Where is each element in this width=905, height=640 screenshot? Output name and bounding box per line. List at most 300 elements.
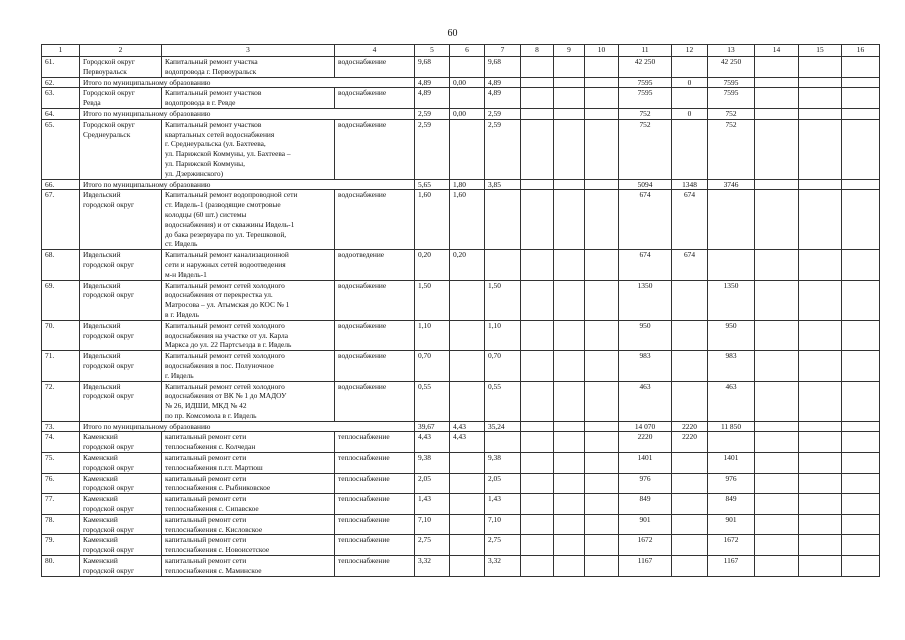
value-col-8: [521, 250, 554, 280]
row-number: 62.: [42, 77, 80, 88]
value-col-7: [485, 432, 521, 453]
value-col-8: [521, 421, 554, 432]
row-number: 75.: [42, 453, 80, 474]
row-number: 72.: [42, 381, 80, 421]
table-row: [42, 453, 880, 474]
column-number-6: 6: [450, 45, 485, 57]
value-col-7: 0,55: [485, 381, 521, 421]
value-col-7: 2,59: [485, 119, 521, 179]
value-col-10: [585, 280, 619, 320]
value-col-13: 1350: [708, 280, 755, 320]
service-type-cell: теплоснабжение: [335, 535, 415, 556]
total-label: Итого по муниципальному образованию: [80, 108, 415, 119]
table-row: [42, 280, 880, 320]
value-col-7: 1,43: [485, 494, 521, 515]
value-col-13: 976: [708, 473, 755, 494]
value-col-12: [672, 351, 708, 381]
description-cell: капитальный ремонт сети теплоснабжения с. Сипавское: [162, 494, 335, 515]
service-type-cell: водоснабжение: [335, 57, 415, 78]
total-row: [42, 77, 880, 88]
value-col-12: [672, 119, 708, 179]
value-col-11: 1672: [619, 535, 672, 556]
municipality-cell: Каменский городской округ: [80, 556, 162, 577]
value-col-7: 35,24: [485, 421, 521, 432]
value-col-12: 2220: [672, 421, 708, 432]
value-col-6: [450, 88, 485, 109]
value-col-13: 1401: [708, 453, 755, 474]
value-col-16: [842, 473, 880, 494]
value-col-9: [554, 77, 585, 88]
column-number-13: 13: [708, 45, 755, 57]
value-col-10: [585, 494, 619, 515]
value-col-8: [521, 473, 554, 494]
value-col-11: 674: [619, 250, 672, 280]
table-row: [42, 88, 880, 109]
value-col-10: [585, 57, 619, 78]
service-type-cell: водоснабжение: [335, 351, 415, 381]
table-row: [42, 432, 880, 453]
value-col-10: [585, 453, 619, 474]
value-col-10: [585, 108, 619, 119]
value-col-14: [755, 494, 799, 515]
value-col-14: [755, 77, 799, 88]
table-row: [42, 494, 880, 515]
table-row: [42, 190, 880, 250]
value-col-15: [799, 108, 842, 119]
value-col-12: 674: [672, 190, 708, 250]
value-col-5: 5,65: [415, 179, 450, 190]
value-col-13: 752: [708, 108, 755, 119]
table-row: [42, 351, 880, 381]
value-col-7: 2,05: [485, 473, 521, 494]
value-col-10: [585, 556, 619, 577]
value-col-10: [585, 77, 619, 88]
value-col-6: [450, 514, 485, 535]
value-col-7: [485, 190, 521, 250]
value-col-15: [799, 381, 842, 421]
value-col-10: [585, 514, 619, 535]
value-col-6: [450, 453, 485, 474]
row-number: 61.: [42, 57, 80, 78]
value-col-10: [585, 320, 619, 350]
municipality-cell: Каменский городской округ: [80, 473, 162, 494]
value-col-12: 0: [672, 108, 708, 119]
value-col-9: [554, 250, 585, 280]
municipality-cell: Городской округ Ревда: [80, 88, 162, 109]
municipality-cell: Каменский городской округ: [80, 514, 162, 535]
column-number-2: 2: [80, 45, 162, 57]
municipality-cell: Каменский городской округ: [80, 453, 162, 474]
table-row: [42, 57, 880, 78]
column-number-10: 10: [585, 45, 619, 57]
municipality-cell: Каменский городской округ: [80, 535, 162, 556]
value-col-14: [755, 57, 799, 78]
value-col-15: [799, 320, 842, 350]
value-col-8: [521, 351, 554, 381]
value-col-16: [842, 421, 880, 432]
value-col-6: [450, 494, 485, 515]
value-col-7: 3,32: [485, 556, 521, 577]
value-col-5: 1,50: [415, 280, 450, 320]
value-col-13: [708, 190, 755, 250]
value-col-14: [755, 351, 799, 381]
service-type-cell: водоснабжение: [335, 119, 415, 179]
value-col-14: [755, 250, 799, 280]
value-col-15: [799, 421, 842, 432]
value-col-16: [842, 280, 880, 320]
description-cell: Капитальный ремонт сетей холодного водоснабжения от перекрестка ул. Матросова – ул. Атымская до КОС № 1 в г. Ивдель: [162, 280, 335, 320]
table-row: [42, 514, 880, 535]
row-number: 76.: [42, 473, 80, 494]
value-col-9: [554, 556, 585, 577]
value-col-7: 0,70: [485, 351, 521, 381]
service-type-cell: теплоснабжение: [335, 556, 415, 577]
value-col-8: [521, 280, 554, 320]
table-row: [42, 556, 880, 577]
value-col-5: 2,75: [415, 535, 450, 556]
description-cell: капитальный ремонт сети теплоснабжения с. Новоисетское: [162, 535, 335, 556]
value-col-12: 0: [672, 77, 708, 88]
value-col-14: [755, 453, 799, 474]
value-col-12: [672, 88, 708, 109]
value-col-10: [585, 473, 619, 494]
column-number-row: [42, 45, 880, 57]
value-col-11: 463: [619, 381, 672, 421]
value-col-5: 2,05: [415, 473, 450, 494]
value-col-9: [554, 514, 585, 535]
value-col-11: 674: [619, 190, 672, 250]
value-col-5: 2,59: [415, 119, 450, 179]
value-col-13: 950: [708, 320, 755, 350]
value-col-8: [521, 535, 554, 556]
value-col-8: [521, 190, 554, 250]
value-col-10: [585, 421, 619, 432]
value-col-12: [672, 320, 708, 350]
description-cell: Капитальный ремонт сетей холодного водоснабжения от ВК № 1 до МАДОУ № 26, ИДШИ, МКД № 42 по пр. Комсомола в г. Ивдель: [162, 381, 335, 421]
value-col-6: [450, 473, 485, 494]
value-col-12: [672, 57, 708, 78]
value-col-5: 4,89: [415, 77, 450, 88]
row-number: 69.: [42, 280, 80, 320]
value-col-15: [799, 250, 842, 280]
row-number: 67.: [42, 190, 80, 250]
value-col-12: [672, 556, 708, 577]
service-type-cell: теплоснабжение: [335, 453, 415, 474]
table-row: [42, 473, 880, 494]
value-col-5: 2,59: [415, 108, 450, 119]
value-col-7: 2,75: [485, 535, 521, 556]
service-type-cell: теплоснабжение: [335, 473, 415, 494]
row-number: 80.: [42, 556, 80, 577]
value-col-11: 752: [619, 119, 672, 179]
value-col-9: [554, 494, 585, 515]
column-number-3: 3: [162, 45, 335, 57]
value-col-8: [521, 453, 554, 474]
value-col-11: 1350: [619, 280, 672, 320]
value-col-15: [799, 179, 842, 190]
value-col-14: [755, 432, 799, 453]
value-col-11: 901: [619, 514, 672, 535]
value-col-7: [485, 250, 521, 280]
column-number-7: 7: [485, 45, 521, 57]
row-number: 77.: [42, 494, 80, 515]
value-col-15: [799, 453, 842, 474]
value-col-6: 1,80: [450, 179, 485, 190]
value-col-8: [521, 57, 554, 78]
value-col-11: 2220: [619, 432, 672, 453]
value-col-6: 4,43: [450, 432, 485, 453]
value-col-12: [672, 514, 708, 535]
value-col-9: [554, 88, 585, 109]
description-cell: капитальный ремонт сети теплоснабжения п.г.т. Мартюш: [162, 453, 335, 474]
value-col-10: [585, 179, 619, 190]
value-col-8: [521, 108, 554, 119]
value-col-10: [585, 381, 619, 421]
value-col-16: [842, 494, 880, 515]
service-type-cell: теплоснабжение: [335, 514, 415, 535]
value-col-16: [842, 514, 880, 535]
value-col-7: 9,38: [485, 453, 521, 474]
row-number: 68.: [42, 250, 80, 280]
value-col-15: [799, 556, 842, 577]
value-col-13: [708, 250, 755, 280]
value-col-6: [450, 381, 485, 421]
value-col-7: 7,10: [485, 514, 521, 535]
value-col-6: [450, 535, 485, 556]
value-col-5: 4,43: [415, 432, 450, 453]
value-col-16: [842, 250, 880, 280]
column-number-4: 4: [335, 45, 415, 57]
municipality-cell: Каменский городской округ: [80, 494, 162, 515]
service-type-cell: теплоснабжение: [335, 432, 415, 453]
column-number-11: 11: [619, 45, 672, 57]
value-col-11: 5094: [619, 179, 672, 190]
municipality-cell: Городской округ Среднеуральск: [80, 119, 162, 179]
table-row: [42, 119, 880, 179]
row-number: 66.: [42, 179, 80, 190]
value-col-15: [799, 514, 842, 535]
value-col-12: 674: [672, 250, 708, 280]
description-cell: капитальный ремонт сети теплоснабжения с. Маминское: [162, 556, 335, 577]
total-row: [42, 421, 880, 432]
value-col-6: 4,43: [450, 421, 485, 432]
value-col-14: [755, 421, 799, 432]
service-type-cell: водоотведение: [335, 250, 415, 280]
value-col-11: 7595: [619, 77, 672, 88]
value-col-13: 7595: [708, 77, 755, 88]
value-col-13: 752: [708, 119, 755, 179]
value-col-12: 2220: [672, 432, 708, 453]
value-col-5: 1,43: [415, 494, 450, 515]
value-col-8: [521, 432, 554, 453]
value-col-11: 976: [619, 473, 672, 494]
value-col-11: 1167: [619, 556, 672, 577]
total-label: Итого по муниципальному образованию: [80, 421, 415, 432]
value-col-8: [521, 381, 554, 421]
value-col-12: [672, 381, 708, 421]
value-col-5: 0,55: [415, 381, 450, 421]
value-col-9: [554, 179, 585, 190]
value-col-14: [755, 119, 799, 179]
value-col-13: 901: [708, 514, 755, 535]
value-col-14: [755, 179, 799, 190]
value-col-15: [799, 88, 842, 109]
column-number-8: 8: [521, 45, 554, 57]
page-number: 60: [447, 28, 458, 39]
description-cell: капитальный ремонт сети теплоснабжения с. Кисловское: [162, 514, 335, 535]
value-col-13: 42 250: [708, 57, 755, 78]
municipality-cell: Ивдельский городской округ: [80, 190, 162, 250]
value-col-9: [554, 190, 585, 250]
row-number: 70.: [42, 320, 80, 350]
description-cell: Капитальный ремонт участка водопровода г. Первоуральск: [162, 57, 335, 78]
value-col-8: [521, 320, 554, 350]
total-row: [42, 108, 880, 119]
value-col-16: [842, 190, 880, 250]
value-col-14: [755, 381, 799, 421]
value-col-9: [554, 57, 585, 78]
service-type-cell: теплоснабжение: [335, 494, 415, 515]
value-col-7: 2,59: [485, 108, 521, 119]
service-type-cell: водоснабжение: [335, 381, 415, 421]
value-col-9: [554, 320, 585, 350]
value-col-11: 752: [619, 108, 672, 119]
value-col-10: [585, 119, 619, 179]
value-col-15: [799, 473, 842, 494]
table-row: [42, 381, 880, 421]
municipality-cell: Каменский городской округ: [80, 432, 162, 453]
row-number: 71.: [42, 351, 80, 381]
value-col-6: [450, 280, 485, 320]
value-col-8: [521, 88, 554, 109]
value-col-7: 1,10: [485, 320, 521, 350]
description-cell: Капитальный ремонт сетей холодного водоснабжения в пос. Полуночное г. Ивдель: [162, 351, 335, 381]
row-number: 79.: [42, 535, 80, 556]
value-col-8: [521, 179, 554, 190]
municipality-cell: Ивдельский городской округ: [80, 320, 162, 350]
total-label: Итого по муниципальному образованию: [80, 179, 415, 190]
table-row: [42, 535, 880, 556]
value-col-16: [842, 77, 880, 88]
value-col-16: [842, 453, 880, 474]
value-col-16: [842, 119, 880, 179]
service-type-cell: водоснабжение: [335, 190, 415, 250]
value-col-5: 1,60: [415, 190, 450, 250]
value-col-6: 0,00: [450, 77, 485, 88]
value-col-15: [799, 351, 842, 381]
value-col-16: [842, 179, 880, 190]
value-col-6: [450, 57, 485, 78]
value-col-9: [554, 381, 585, 421]
value-col-7: 4,89: [485, 77, 521, 88]
value-col-5: 9,68: [415, 57, 450, 78]
value-col-6: [450, 119, 485, 179]
column-number-12: 12: [672, 45, 708, 57]
value-col-13: 463: [708, 381, 755, 421]
value-col-5: 7,10: [415, 514, 450, 535]
description-cell: Капитальный ремонт канализационной сети и наружных сетей водоотведения м-н Ивдель-1: [162, 250, 335, 280]
value-col-15: [799, 190, 842, 250]
value-col-11: 7595: [619, 88, 672, 109]
value-col-12: [672, 280, 708, 320]
service-type-cell: водоснабжение: [335, 320, 415, 350]
column-number-1: 1: [42, 45, 80, 57]
column-number-14: 14: [755, 45, 799, 57]
value-col-14: [755, 108, 799, 119]
program-table: [41, 44, 880, 577]
total-label: Итого по муниципальному образованию: [80, 77, 415, 88]
value-col-9: [554, 535, 585, 556]
value-col-10: [585, 432, 619, 453]
total-row: [42, 179, 880, 190]
value-col-10: [585, 88, 619, 109]
value-col-8: [521, 77, 554, 88]
value-col-16: [842, 351, 880, 381]
value-col-12: [672, 473, 708, 494]
value-col-10: [585, 351, 619, 381]
value-col-6: [450, 556, 485, 577]
description-cell: Капитальный ремонт сетей холодного водоснабжения на участке от ул. Карла Маркса до ул. 22 Партсъезда в г. Ивдель: [162, 320, 335, 350]
value-col-15: [799, 119, 842, 179]
value-col-16: [842, 381, 880, 421]
value-col-10: [585, 190, 619, 250]
value-col-8: [521, 119, 554, 179]
description-cell: Капитальный ремонт участков квартальных сетей водоснабжения г. Среднеуральска (ул. Бахтеева, ул. Парижской Коммуны, ул. Бахтеева – ул. Парижской Коммуны, ул. Дзержинского): [162, 119, 335, 179]
value-col-16: [842, 57, 880, 78]
value-col-12: [672, 453, 708, 474]
description-cell: Капитальный ремонт водопроводной сети ст. Ивдель-1 (разводящие смотровые колодцы (60 шт.) системы водоснабжения) и от скважины Ивдель-1 до бака резервуара по ул. Терешковой, ст. Ивдель: [162, 190, 335, 250]
municipality-cell: Ивдельский городской округ: [80, 381, 162, 421]
value-col-16: [842, 535, 880, 556]
value-col-10: [585, 535, 619, 556]
description-cell: Капитальный ремонт участков водопровода в г. Ревде: [162, 88, 335, 109]
value-col-16: [842, 432, 880, 453]
value-col-9: [554, 473, 585, 494]
value-col-16: [842, 556, 880, 577]
value-col-11: 983: [619, 351, 672, 381]
value-col-6: 1,60: [450, 190, 485, 250]
value-col-9: [554, 108, 585, 119]
row-number: 74.: [42, 432, 80, 453]
value-col-9: [554, 432, 585, 453]
value-col-6: [450, 320, 485, 350]
value-col-11: 42 250: [619, 57, 672, 78]
value-col-14: [755, 88, 799, 109]
value-col-12: [672, 494, 708, 515]
value-col-13: 1672: [708, 535, 755, 556]
value-col-13: 983: [708, 351, 755, 381]
value-col-15: [799, 57, 842, 78]
service-type-cell: водоснабжение: [335, 88, 415, 109]
value-col-12: 1348: [672, 179, 708, 190]
row-number: 78.: [42, 514, 80, 535]
table-row: [42, 250, 880, 280]
value-col-8: [521, 556, 554, 577]
value-col-8: [521, 514, 554, 535]
value-col-10: [585, 250, 619, 280]
municipality-cell: Ивдельский городской округ: [80, 351, 162, 381]
value-col-14: [755, 190, 799, 250]
value-col-13: 1167: [708, 556, 755, 577]
value-col-5: 1,10: [415, 320, 450, 350]
value-col-16: [842, 108, 880, 119]
row-number: 65.: [42, 119, 80, 179]
value-col-5: 39,67: [415, 421, 450, 432]
municipality-cell: Городской округ Первоуральск: [80, 57, 162, 78]
value-col-11: 950: [619, 320, 672, 350]
column-number-9: 9: [554, 45, 585, 57]
value-col-11: 849: [619, 494, 672, 515]
